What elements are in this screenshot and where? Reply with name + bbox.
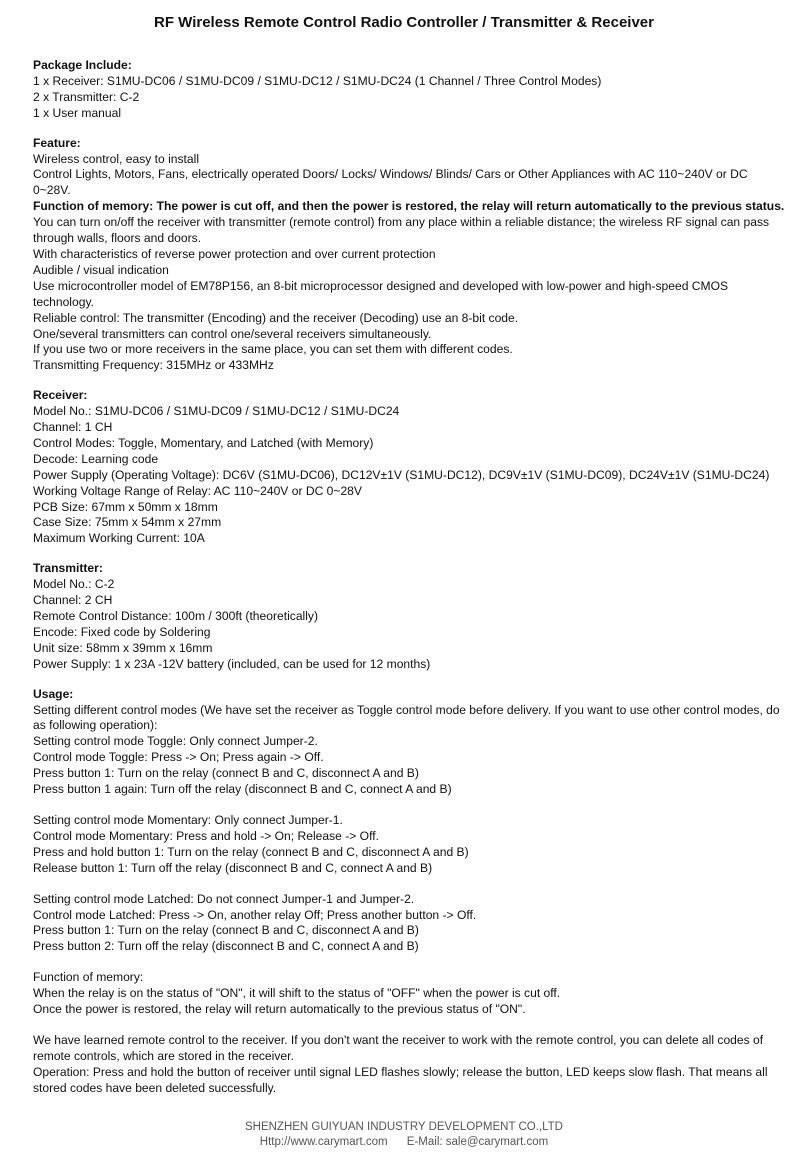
page-footer — [0, 1120, 808, 1150]
package-section — [33, 58, 785, 122]
receiver-line: Case Size: 75mm x 54mm x 27mm — [33, 515, 222, 530]
transmitter-line: Channel: 2 CH — [33, 593, 113, 608]
transmitter-line: Power Supply: 1 x 23A -12V battery (included, can be used for 12 months) — [33, 656, 431, 671]
usage-learned-line: We have learned remote control to the receiver. If you don't want the receiver to work with the remote control, you can delete all codes of remote controls, which are stored in the receiver. — [33, 1032, 764, 1063]
package-line: 2 x Transmitter: C-2 — [33, 89, 140, 104]
usage-latched-line: Press button 1: Turn on the relay (connect B and C, disconnect A and B) — [33, 923, 419, 938]
usage-toggle-line: Press button 1 again: Turn off the relay (disconnect B and C, connect A and B) — [33, 782, 452, 797]
package-line: 1 x Receiver: S1MU-DC06 / S1MU-DC09 / S1MU-DC12 / S1MU-DC24 (1 Channel / Three Control Modes) — [33, 73, 602, 88]
receiver-line: Control Modes: Toggle, Momentary, and Latched (with Memory) — [33, 435, 374, 450]
transmitter-line: Encode: Fixed code by Soldering — [33, 624, 211, 639]
usage-intro: Setting different control modes (We have set the receiver as Toggle control mode before delivery. If you want to use other control modes, do as following operation): — [33, 702, 780, 733]
feature-line: One/several transmitters can control one/several receivers simultaneously. — [33, 326, 432, 341]
usage-momentary-line: Release button 1: Turn off the relay (disconnect B and C, connect A and B) — [33, 860, 433, 875]
receiver-line: PCB Size: 67mm x 50mm x 18mm — [33, 499, 218, 514]
feature-line: Audible / visual indication — [33, 262, 169, 277]
usage-section — [33, 687, 785, 1097]
receiver-line: Power Supply (Operating Voltage): DC6V (S1MU-DC06), DC12V±1V (S1MU-DC12), DC9V±1V (S1MU-DC09), DC24V±1V (S1MU-DC24) — [33, 467, 770, 482]
receiver-line: Channel: 1 CH — [33, 420, 113, 435]
receiver-heading: Receiver: — [33, 388, 88, 403]
usage-learned-block — [33, 1033, 785, 1097]
feature-memory-line: Function of memory: The power is cut off, and then the power is restored, the relay will return automatically to the previous status. — [33, 199, 785, 214]
feature-line: Wireless control, easy to install — [33, 151, 200, 166]
footer-website-link[interactable]: Http://www.carymart.com — [259, 1136, 388, 1148]
feature-line: If you use two or more receivers in the same place, you can set them with different codes. — [33, 342, 513, 357]
feature-line: Reliable control: The transmitter (Encoding) and the receiver (Decoding) use an 8-bit code. — [33, 310, 519, 325]
usage-latched-line: Setting control mode Latched: Do not connect Jumper-1 and Jumper-2. — [33, 891, 415, 906]
usage-momentary-line: Control mode Momentary: Press and hold -> On; Release -> Off. — [33, 828, 379, 843]
receiver-line: Decode: Learning code — [33, 451, 159, 466]
feature-heading: Feature: — [33, 135, 81, 150]
receiver-line: Maximum Working Current: 10A — [33, 531, 205, 546]
transmitter-line: Model No.: C-2 — [33, 577, 115, 592]
feature-line: Transmitting Frequency: 315MHz or 433MHz — [33, 358, 274, 373]
usage-latched-line: Control mode Latched: Press -> On, another relay Off; Press another button -> Off. — [33, 907, 477, 922]
usage-toggle-line: Setting control mode Toggle: Only connect Jumper-2. — [33, 734, 318, 749]
receiver-line: Working Voltage Range of Relay: AC 110~240V or DC 0~28V — [33, 483, 362, 498]
usage-memory-line: Once the power is restored, the relay will return automatically to the previous status of "ON". — [33, 1002, 526, 1017]
usage-heading: Usage: — [33, 686, 74, 701]
feature-line: You can turn on/off the receiver with transmitter (remote control) from any place within a reliable distance; the wireless RF signal can pass through walls, floors and doors. — [33, 215, 770, 246]
footer-email-link[interactable]: E-Mail: sale@carymart.com — [406, 1136, 549, 1148]
usage-learned-line: Operation: Press and hold the button of receiver until signal LED flashes slowly; release the button, LED keeps slow flash. That means all stored codes have been deleted successfully. — [33, 1064, 768, 1095]
usage-momentary-block — [33, 813, 785, 877]
receiver-section — [33, 388, 785, 547]
document-title: RF Wireless Remote Control Radio Controller / Transmitter & Receiver — [154, 14, 654, 31]
usage-toggle-line: Control mode Toggle: Press -> On; Press again -> Off. — [33, 750, 324, 765]
usage-memory-block — [33, 970, 785, 1018]
usage-momentary-line: Press and hold button 1: Turn on the relay (connect B and C, disconnect A and B) — [33, 844, 469, 859]
feature-line: Use microcontroller model of EM78P156, an 8-bit microprocessor designed and developed with low-power and high-speed CMOS technology. — [33, 278, 729, 309]
usage-latched-line: Press button 2: Turn off the relay (disconnect B and C, connect A and B) — [33, 939, 419, 954]
package-line: 1 x User manual — [33, 105, 122, 120]
transmitter-line: Unit size: 58mm x 39mm x 16mm — [33, 640, 213, 655]
usage-memory-line: Function of memory: — [33, 970, 144, 985]
document-body — [33, 58, 785, 1097]
usage-toggle-line: Press button 1: Turn on the relay (connect B and C, disconnect A and B) — [33, 766, 419, 781]
transmitter-line: Remote Control Distance: 100m / 300ft (theoretically) — [33, 609, 319, 623]
transmitter-section — [33, 561, 785, 672]
receiver-line: Model No.: S1MU-DC06 / S1MU-DC09 / S1MU-DC12 / S1MU-DC24 — [33, 404, 400, 419]
feature-line: Control Lights, Motors, Fans, electrically operated Doors/ Locks/ Windows/ Blinds/ Cars or Other Appliances with AC 110~240V or DC 0~28V. — [33, 167, 748, 198]
footer-company: SHENZHEN GUIYUAN INDUSTRY DEVELOPMENT CO.,LTD — [244, 1121, 563, 1133]
usage-memory-line: When the relay is on the status of "ON", it will shift to the status of "OFF" when the power is cut off. — [33, 986, 561, 1001]
feature-section — [33, 136, 785, 375]
feature-line: With characteristics of reverse power protection and over current protection — [33, 246, 436, 261]
usage-momentary-line: Setting control mode Momentary: Only connect Jumper-1. — [33, 812, 343, 827]
package-heading: Package Include: — [33, 58, 132, 72]
usage-latched-block — [33, 892, 785, 956]
transmitter-heading: Transmitter: — [33, 561, 103, 576]
